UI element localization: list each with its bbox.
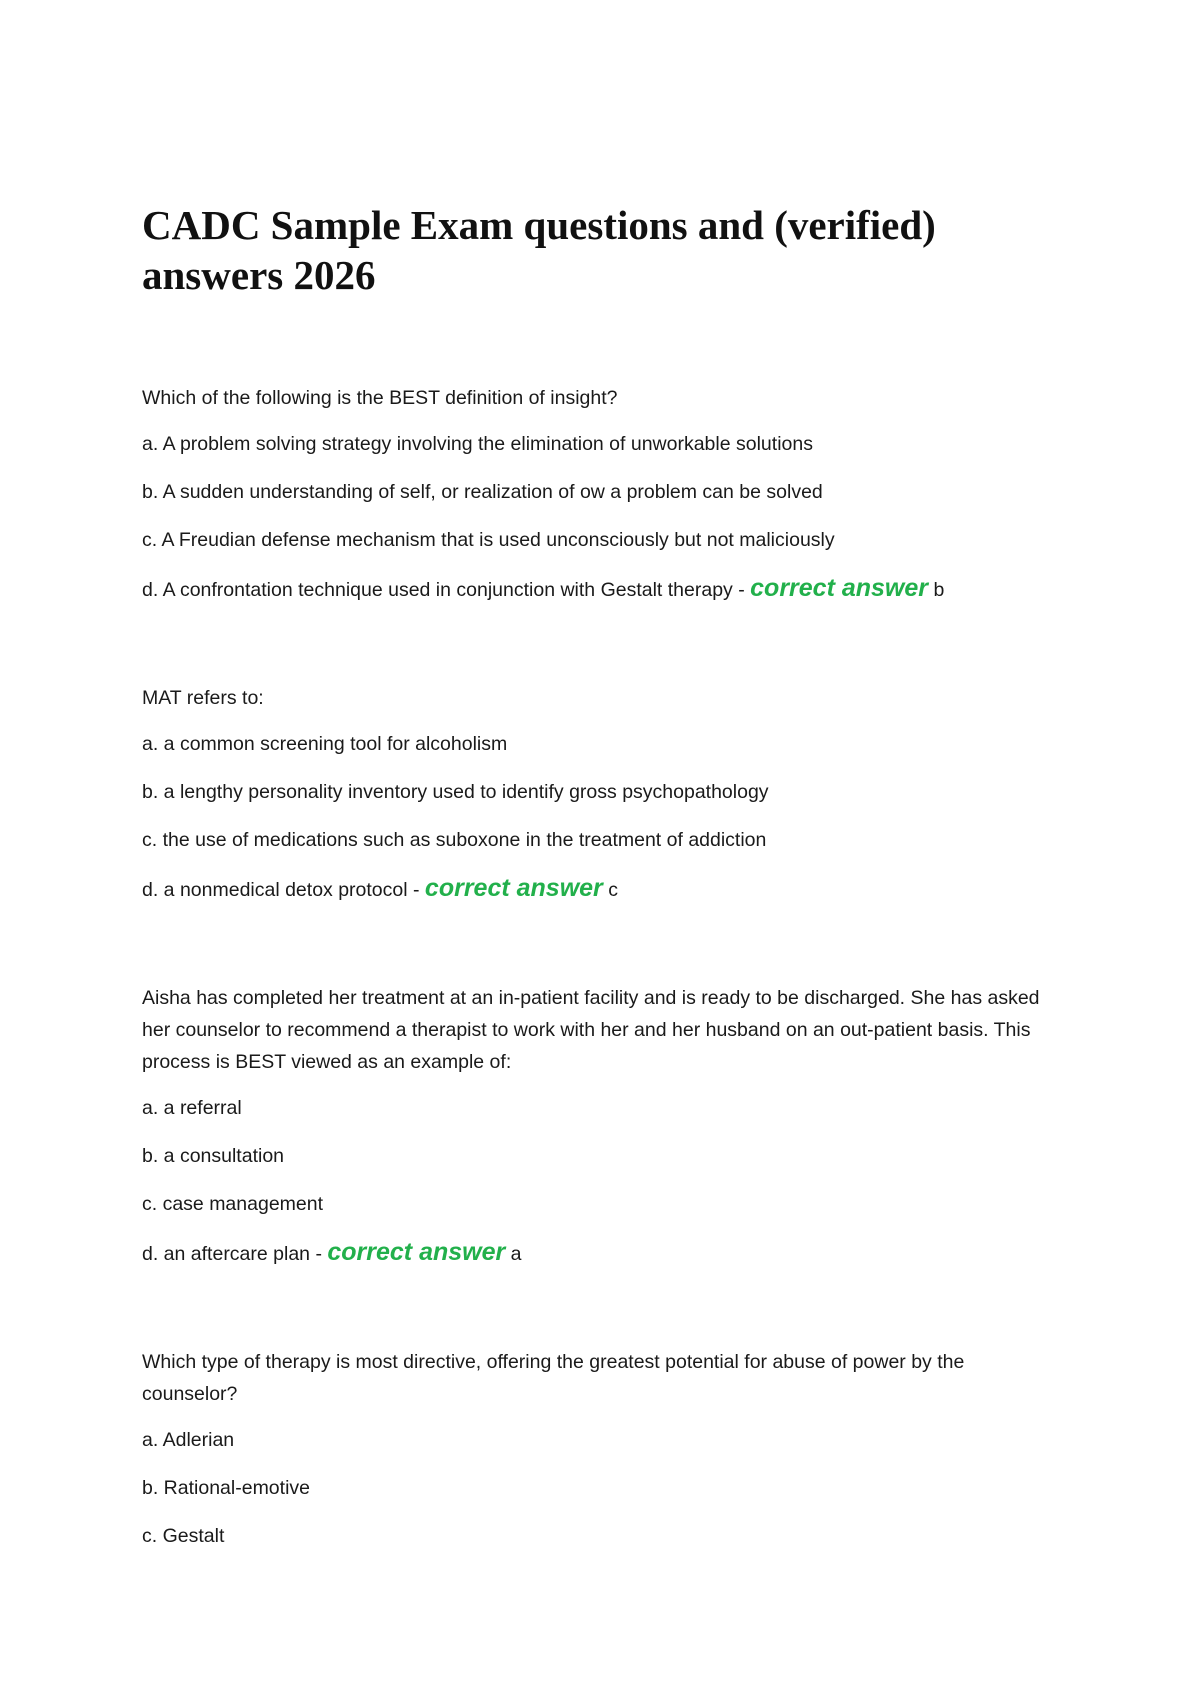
option-d: d. a nonmedical detox protocol - — [142, 879, 420, 901]
option-d: d. A confrontation technique used in conjunction with Gestalt therapy - — [142, 579, 745, 601]
correct-answer-label: correct answer — [327, 1238, 506, 1266]
option-a: a. a common screening tool for alcoholism — [142, 733, 508, 755]
option-a: a. a referral — [142, 1097, 242, 1119]
option-d-with-answer — [142, 574, 1062, 604]
question-prompt: MAT refers to: — [142, 687, 264, 709]
correct-answer-label: correct answer — [750, 574, 929, 602]
option-a: a. Adlerian — [142, 1429, 235, 1451]
option-d-with-answer — [142, 1238, 1062, 1268]
document-page — [142, 200, 1062, 1628]
answer-letter: a — [510, 1243, 522, 1265]
correct-answer-label: correct answer — [424, 874, 603, 902]
option-c: c. the use of medications such as suboxone in the treatment of addiction — [142, 829, 767, 851]
question-1 — [142, 382, 1062, 604]
option-b: b. a consultation — [142, 1145, 285, 1167]
document-title: CADC Sample Exam questions and (verified) answers 2026 — [142, 202, 936, 298]
option-d-with-answer — [142, 874, 1062, 904]
question-prompt: Which type of therapy is most directive, offering the greatest potential for abuse of power by the counselor? — [142, 1351, 965, 1405]
option-b: b. a lengthy personality inventory used to identify gross psychopathology — [142, 781, 769, 803]
option-d: d. an aftercare plan - — [142, 1243, 322, 1265]
option-c: c. case management — [142, 1193, 324, 1215]
option-c: c. Gestalt — [142, 1525, 225, 1547]
option-b: b. Rational-emotive — [142, 1477, 310, 1499]
answer-letter: b — [933, 579, 945, 601]
question-3 — [142, 982, 1062, 1268]
option-c: c. A Freudian defense mechanism that is used unconsciously but not maliciously — [142, 529, 835, 551]
question-prompt: Which of the following is the BEST definition of insight? — [142, 387, 618, 409]
option-a: a. A problem solving strategy involving the elimination of unworkable solutions — [142, 433, 813, 455]
question-prompt: Aisha has completed her treatment at an in-patient facility and is ready to be discharged. She has asked her counselor to recommend a therapist to work with her and her husband on an out-patient basis. This process is BEST viewed as an example of: — [142, 987, 1040, 1073]
question-2 — [142, 682, 1062, 904]
answer-letter: c — [608, 879, 618, 901]
option-b: b. A sudden understanding of self, or realization of ow a problem can be solved — [142, 481, 823, 503]
question-4 — [142, 1346, 1062, 1550]
